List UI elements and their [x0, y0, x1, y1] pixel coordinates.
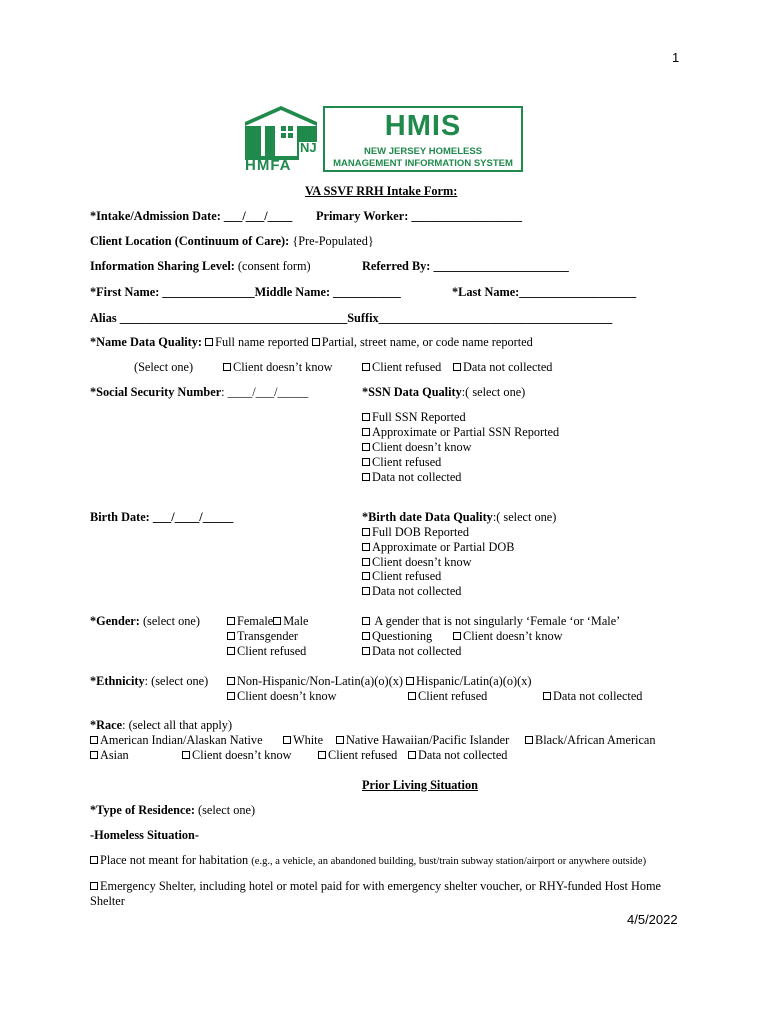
- eth-dontknow-checkbox[interactable]: Client doesn’t know: [227, 689, 337, 704]
- birth-date-field[interactable]: Birth Date: ___/____/_____: [90, 510, 234, 524]
- name-dq-label: *Name Data Quality:: [90, 335, 203, 349]
- name-dq-full-checkbox[interactable]: Full name reported: [205, 335, 309, 349]
- name-dq-dontknow-checkbox[interactable]: Client doesn’t know: [223, 360, 333, 375]
- name-dq-partial-checkbox[interactable]: Partial, street name, or code name reported: [312, 335, 533, 349]
- gender-female-checkbox[interactable]: Female: [227, 614, 273, 628]
- info-sharing-label: Information Sharing Level:: [90, 259, 235, 273]
- ssn-dq-label: *SSN Data Quality: [362, 385, 462, 399]
- race-hint: : (select all that apply): [122, 718, 233, 732]
- residence-label: *Type of Residence:: [90, 803, 195, 817]
- gender-questioning-checkbox[interactable]: Questioning: [362, 629, 432, 644]
- nj-text: NJ: [300, 140, 317, 155]
- gender-hint: (select one): [142, 614, 200, 628]
- ethnicity-heading: [90, 674, 208, 689]
- page-number: 1: [672, 50, 680, 65]
- ssn-blank[interactable]: : ____/___/_____: [221, 385, 309, 399]
- client-location-label: Client Location (Continuum of Care):: [90, 234, 290, 248]
- ssn-dq-option[interactable]: Client doesn’t know: [362, 440, 472, 455]
- client-location-row: [90, 234, 374, 249]
- race-notcollected-checkbox[interactable]: Data not collected: [408, 748, 507, 763]
- name-dq-refused-checkbox[interactable]: Client refused: [362, 360, 441, 375]
- race-heading: [90, 718, 232, 733]
- gender-notcollected-checkbox[interactable]: Data not collected: [362, 644, 461, 659]
- ssn-dq-hint: :( select one): [461, 385, 526, 399]
- ssn-dq-option[interactable]: Client refused: [362, 455, 441, 470]
- dob-dq-option[interactable]: Full DOB Reported: [362, 525, 469, 540]
- hmis-box: [323, 106, 523, 172]
- race-dontknow-checkbox[interactable]: Client doesn’t know: [182, 748, 292, 763]
- residence-hint: (select one): [198, 803, 256, 817]
- name-dq-select-one: (Select one): [134, 360, 194, 374]
- ssn-dq-heading: [362, 385, 525, 400]
- info-sharing-row: [90, 259, 311, 274]
- eth-nonhispanic-checkbox[interactable]: Non-Hispanic/Non-Latin(a)(o)(x): [227, 674, 403, 688]
- footer-date: 4/5/2022: [627, 912, 678, 927]
- first-middle-name-field[interactable]: *First Name: _______________Middle Name: ___________: [90, 285, 401, 299]
- ethnicity-row-1: [227, 674, 531, 689]
- hmis-logo: [243, 104, 525, 174]
- race-nhpi-checkbox[interactable]: Native Hawaiian/Pacific Islander: [336, 733, 509, 748]
- hmis-title: HMIS: [384, 110, 462, 142]
- primary-worker-field[interactable]: Primary Worker: __________________: [316, 209, 523, 223]
- dob-dq-hint: :( select one): [492, 510, 557, 524]
- race-white-checkbox[interactable]: White: [283, 733, 323, 748]
- race-asian-checkbox[interactable]: Asian: [90, 748, 129, 763]
- form-title: VA SSVF RRH Intake Form:: [305, 184, 458, 198]
- place-not-meant-detail: (e.g., a vehicle, an abandoned building, bust/train subway station/airport or anywhere outside): [251, 856, 647, 867]
- client-location-value: {Pre-Populated}: [292, 234, 374, 248]
- prior-living-heading: Prior Living Situation: [362, 778, 478, 792]
- eth-hispanic-checkbox[interactable]: Hispanic/Latin(a)(o)(x): [406, 674, 531, 688]
- hmis-subtitle-line2: MANAGEMENT INFORMATION SYSTEM: [333, 158, 513, 169]
- alias-suffix-field[interactable]: Alias _____________________________________Suffix______________________________________: [90, 311, 613, 325]
- gender-label: *Gender:: [90, 614, 140, 628]
- referred-by-field[interactable]: Referred By: ______________________: [362, 259, 569, 273]
- emergency-shelter-continued: Shelter: [90, 894, 125, 908]
- dob-dq-label: *Birth date Data Quality: [362, 510, 493, 524]
- gender-heading: [90, 614, 200, 629]
- dob-dq-option[interactable]: Client refused: [362, 569, 441, 584]
- last-name-field[interactable]: *Last Name:___________________: [452, 285, 637, 299]
- ethnicity-label: *Ethnicity: [90, 674, 145, 688]
- info-sharing-value: (consent form): [237, 259, 311, 273]
- place-not-meant-row: [90, 853, 646, 868]
- name-dq-notcollected-checkbox[interactable]: Data not collected: [453, 360, 552, 375]
- dob-dq-option[interactable]: Approximate or Partial DOB: [362, 540, 514, 555]
- ssn-label: *Social Security Number: [90, 385, 222, 399]
- eth-notcollected-checkbox[interactable]: Data not collected: [543, 689, 642, 704]
- name-dq-row: [90, 335, 533, 350]
- emergency-shelter-checkbox[interactable]: Emergency Shelter, including hotel or motel paid for with emergency shelter voucher, or RHY-funded Host Home: [90, 879, 661, 894]
- ssn-dq-option[interactable]: Full SSN Reported: [362, 410, 466, 425]
- ethnicity-hint: : (select one): [144, 674, 209, 688]
- ssn-dq-option[interactable]: Approximate or Partial SSN Reported: [362, 425, 559, 440]
- gender-row-1: [227, 614, 308, 629]
- race-black-checkbox[interactable]: Black/African American: [525, 733, 656, 748]
- dob-dq-option[interactable]: Client doesn’t know: [362, 555, 472, 570]
- hmfa-text: HMFA: [245, 157, 292, 174]
- gender-nonsingular-checkbox[interactable]: A gender that is not singularly ‘Female ‘or ‘Male’: [362, 614, 620, 629]
- race-label: *Race: [90, 718, 123, 732]
- hmis-subtitle-line1: NEW JERSEY HOMELESS: [363, 146, 483, 157]
- race-refused-checkbox[interactable]: Client refused: [318, 748, 397, 763]
- dob-dq-option[interactable]: Data not collected: [362, 584, 461, 599]
- ssn-dq-option[interactable]: Data not collected: [362, 470, 461, 485]
- dob-dq-heading: [362, 510, 556, 525]
- race-aian-checkbox[interactable]: American Indian/Alaskan Native: [90, 733, 263, 748]
- gender-transgender-checkbox[interactable]: Transgender: [227, 629, 298, 644]
- eth-refused-checkbox[interactable]: Client refused: [408, 689, 487, 704]
- gender-dontknow-checkbox[interactable]: Client doesn’t know: [453, 629, 563, 644]
- residence-heading: [90, 803, 255, 818]
- homeless-situation-heading: -Homeless Situation-: [90, 828, 199, 842]
- gender-male-checkbox[interactable]: Male: [273, 614, 308, 628]
- place-not-meant-checkbox[interactable]: Place not meant for habitation: [90, 853, 248, 867]
- ssn-row[interactable]: [90, 385, 308, 400]
- gender-refused-checkbox[interactable]: Client refused: [227, 644, 306, 659]
- intake-date-field[interactable]: *Intake/Admission Date: ___/___/____: [90, 209, 293, 223]
